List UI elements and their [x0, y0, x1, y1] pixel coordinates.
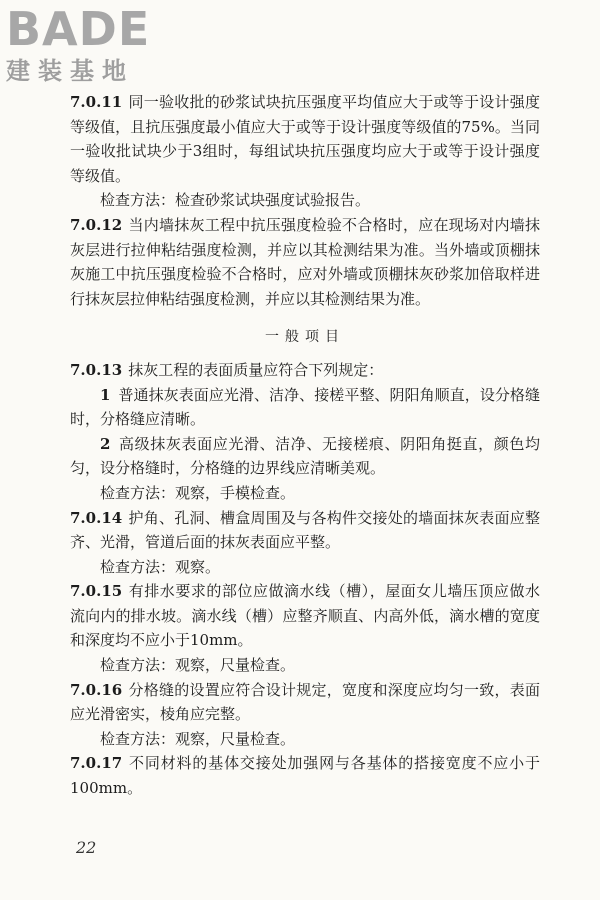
bade-logo [6, 4, 181, 94]
item-text: 高级抹灰表面应光滑、洁净、无接槎痕、阴阳角挺直，颜色均匀，设分格缝时，分格缝的边界线应清晰美观。 [70, 434, 540, 478]
page-number: 22 [76, 838, 97, 857]
clause-text: 当内墙抹灰工程中抗压强度检验不合格时，应在现场对内墙抹灰层进行拉伸粘结强度检测，并应以其检测结果为准。当外墙或顶棚抹灰施工中抗压强度检验不合格时，应对外墙或顶棚抹灰砂浆加倍取样进行抹灰层拉伸粘结强度检测，并应以其检测结果为准。 [70, 215, 540, 308]
clause-number: 7.0.13 [70, 360, 123, 379]
clause-7-0-16 [70, 678, 540, 727]
item-number: 1 [100, 385, 111, 404]
check-method: 检查方法：观察，手模检查。 [100, 483, 296, 502]
item-number: 2 [100, 434, 111, 453]
clause-number: 7.0.17 [70, 754, 123, 773]
check-method: 检查方法：观察，尺量检查。 [100, 729, 296, 748]
clause-number: 7.0.15 [70, 582, 123, 601]
check-method: 检查方法：检查砂浆试块强度试验报告。 [100, 191, 371, 210]
clause-7-0-17 [70, 751, 540, 800]
clause-text: 不同材料的基体交接处加强网与各基体的搭接宽度不应小于100mm。 [70, 754, 540, 798]
logo-wordmark: BADE [6, 2, 151, 56]
list-item [70, 432, 540, 481]
clause-7-0-12 [70, 213, 540, 311]
section-heading: 一般项目 [265, 329, 345, 346]
clause-7-0-13 [70, 358, 540, 383]
clause-number: 7.0.11 [70, 93, 123, 111]
document-body [70, 90, 540, 801]
clause-text: 护角、孔洞、槽盒周围及与各构件交接处的墙面抹灰表面应整齐、光滑，管道后面的抹灰表面应平整。 [70, 508, 540, 552]
clause-number: 7.0.16 [70, 680, 123, 699]
clause-7-0-11 [70, 90, 540, 188]
check-method: 检查方法：观察。 [100, 557, 221, 576]
logo-subtitle: 建装基地 [6, 57, 134, 85]
clause-7-0-14 [70, 506, 540, 555]
clause-text: 抹灰工程的表面质量应符合下列规定： [128, 360, 384, 379]
clause-number: 7.0.14 [70, 508, 123, 527]
clause-number: 7.0.12 [70, 215, 123, 234]
list-item [70, 383, 540, 432]
check-method: 检查方法：观察，尺量检查。 [100, 656, 296, 675]
clause-text: 分格缝的设置应符合设计规定，宽度和深度应均匀一致，表面应光滑密实，棱角应完整。 [70, 680, 540, 724]
clause-7-0-15 [70, 579, 540, 653]
item-text: 普通抹灰表面应光滑、洁净、接槎平整、阴阳角顺直，设分格缝时，分格缝应清晰。 [70, 385, 540, 429]
clause-text: 有排水要求的部位应做滴水线（槽），屋面女儿墙压顶应做水流向内的排水坡。滴水线（槽）应整齐顺直、内高外低，滴水槽的宽度和深度均不应小于10mm。 [70, 582, 540, 650]
clause-text: 同一验收批的砂浆试块抗压强度平均值应大于或等于设计强度等级值，且抗压强度最小值应大于或等于设计强度等级值的75%。当同一验收批试块少于3组时，每组试块抗压强度均应大于或等于设计强度等级值。 [70, 93, 540, 185]
